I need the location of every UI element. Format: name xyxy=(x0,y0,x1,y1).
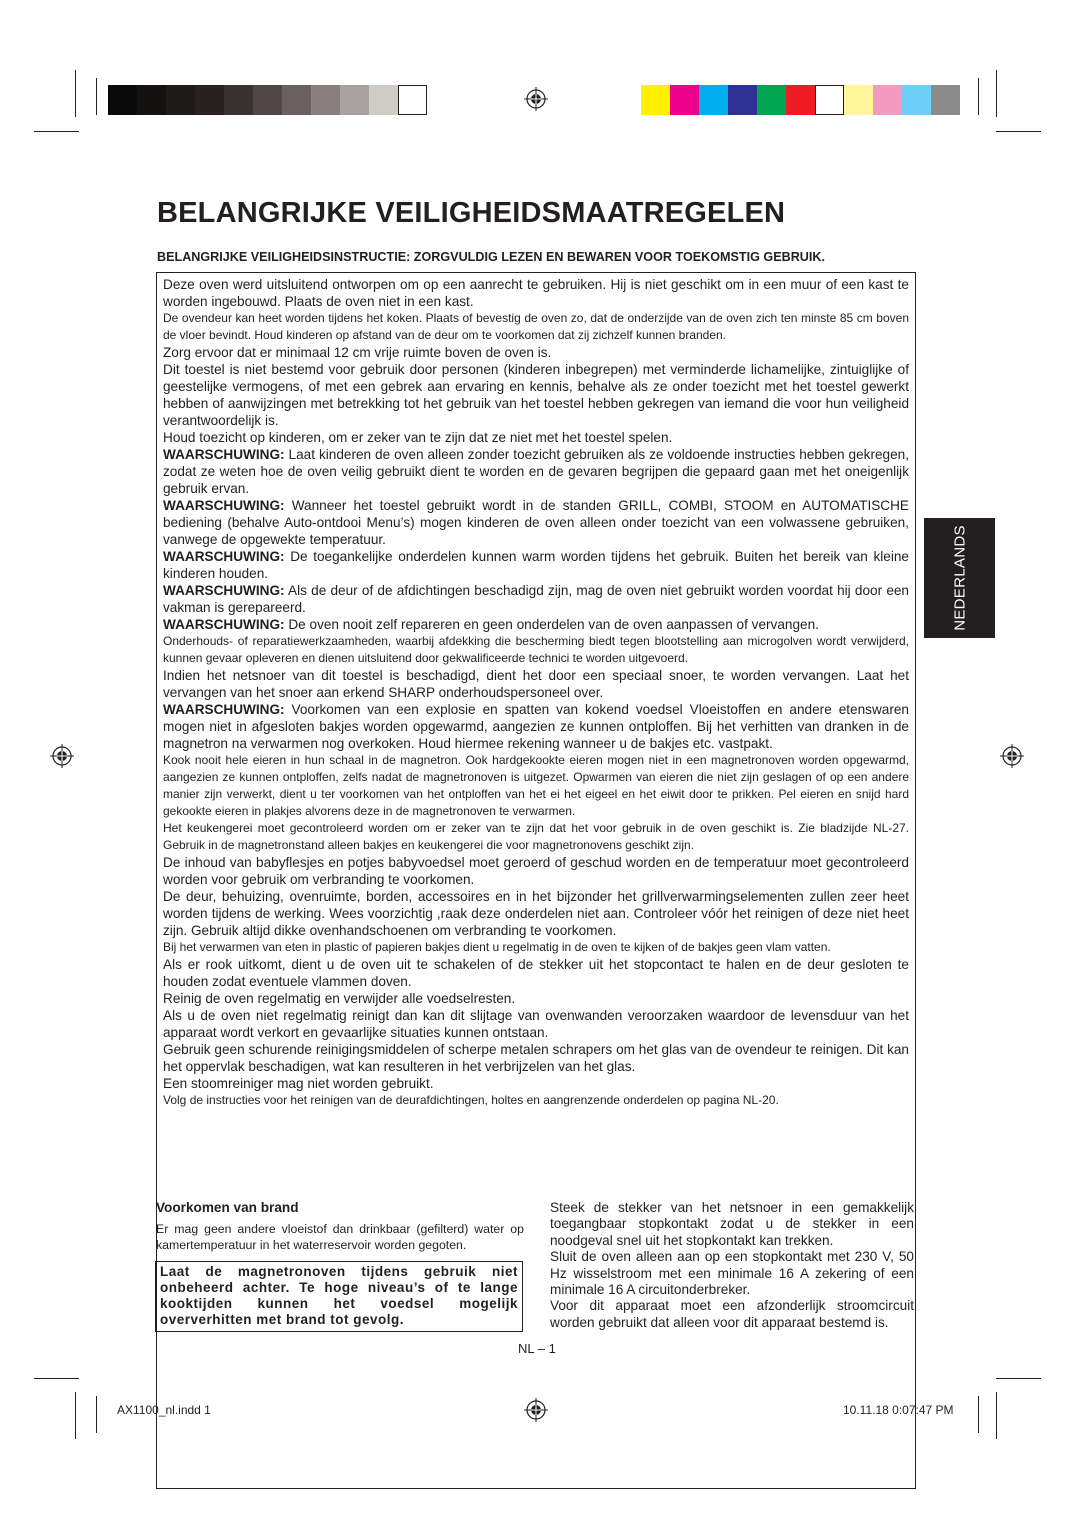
registration-mark-icon xyxy=(524,87,548,111)
instruction-text: Voorkomen van een explosie en spatten van kokend voedsel Vloeistoffen en andere etenswaren mogen niet in afgesloten bakjes worden opgewarmd, aangezien ze kunnen ontploffen. Bij het verhitten van dranken in de magnetron na verwarmen nog overkoken. Houd hiermee rekening wanneer u de bakjes etc. vastpakt. xyxy=(163,702,909,751)
color-swatch xyxy=(902,85,931,115)
instruction-text: Reinig de oven regelmatig en verwijder alle voedselresten. xyxy=(163,991,516,1006)
instruction-paragraph xyxy=(163,429,909,446)
crop-mark xyxy=(996,1392,997,1439)
warning-paragraph xyxy=(163,701,909,752)
instruction-text: De toegankelijke onderdelen kunnen warm worden tijdens het gebruik. Buiten het bereik van kleine kinderen houden. xyxy=(163,549,909,581)
color-swatch xyxy=(786,85,815,115)
instruction-paragraph xyxy=(163,1041,909,1075)
registration-mark-icon xyxy=(50,744,74,768)
instruction-paragraph xyxy=(163,1092,909,1109)
instruction-paragraph xyxy=(163,344,909,361)
crop-mark xyxy=(978,78,979,115)
color-swatch xyxy=(641,85,670,115)
warning-paragraph xyxy=(163,446,909,497)
instruction-paragraph xyxy=(163,820,909,854)
instruction-text: Onderhouds- of reparatiewerkzaamheden, waarbij afdekking die bescherming biedt tegen blootstelling aan microgolven wordt verwijderd, kunnen gevaar opleveren en dienen uitsluitend door gekwalificeerde technici te worden uitgevoerd. xyxy=(163,634,909,665)
color-swatch xyxy=(253,85,282,115)
instruction-text: Deze oven werd uitsluitend ontworpen om op een aanrecht te gebruiken. Hij is niet geschikt om in een muur of een kast te worden ingebouwd. Plaats de oven niet in een kast. xyxy=(163,277,909,309)
instruction-text: Houd toezicht op kinderen, om er zeker van te zijn dat ze niet met het toestel spelen. xyxy=(163,430,673,445)
warning-label: WAARSCHUWING: xyxy=(163,498,285,513)
instruction-text: Volg de instructies voor het reinigen van de deurafdichtingen, holtes en aangrenzende onderdelen op pagina NL-20. xyxy=(163,1093,779,1107)
color-swatch xyxy=(844,85,873,115)
instruction-text: Kook nooit hele eieren in hun schaal in de magnetron. Ook hardgekookte eieren mogen niet in een magnetronoven worden opgewarmd, aangezien ze kunnen ontploffen, zelfs nadat de magnetronoven is uitgezet. Opwarmen van eieren die niet zijn geslagen of op een andere manier zijn verwerkt, dient u ter voorkomen van het ontploffen van het ei het eigeel en het eiwit door te prikken. Pel eieren en snijd hard gekookte eieren in plakjes alvorens deze in de magnetronoven te verwarmen. xyxy=(163,753,909,818)
warning-paragraph xyxy=(163,548,909,582)
color-swatch xyxy=(311,85,340,115)
warning-label: WAARSCHUWING: xyxy=(163,549,285,564)
color-swatch xyxy=(195,85,224,115)
crop-mark xyxy=(978,1396,979,1433)
instruction-text: Dit toestel is niet bestemd voor gebruik door personen (kinderen inbegrepen) met verminderde lichamelijke, zintuiglijke of geestelijke vermogens, of met een gebrek aan ervaring en kennis, behalve als ze onder toezicht met het toestel gewerkt hebben of aanwijzingen met betrekking tot het gebruik van het toestel hebben gekregen van iemand die voor hun veiligheid verantwoordelijk is. xyxy=(163,362,909,428)
crop-mark xyxy=(996,70,997,117)
instruction-paragraph xyxy=(163,276,909,310)
color-swatch xyxy=(815,85,844,115)
color-swatch xyxy=(670,85,699,115)
instruction-text: Bij het verwarmen van eten in plastic of papieren bakjes dient u regelmatig in de oven te kijken of de bakjes geen vlam vatten. xyxy=(163,940,831,954)
instruction-paragraph xyxy=(163,956,909,990)
instruction-text: Gebruik geen schurende reinigingsmiddelen of scherpe metalen schrapers om het glas van de ovendeur te reinigen. Dit kan het oppervlak beschadigen, wat kan resulteren in het verbrijzelen van het glas. xyxy=(163,1042,909,1074)
instruction-paragraph xyxy=(163,633,909,667)
page-title: BELANGRIJKE VEILIGHEIDSMAATREGELEN xyxy=(157,197,786,229)
fire-prevention-text: Er mag geen andere vloeistof dan drinkbaar (gefilterd) water op kamertemperatuur in het waterreservoir worden gegoten. xyxy=(156,1222,524,1252)
fire-prevention-title: Voorkomen van brand xyxy=(156,1200,299,1215)
instruction-paragraph xyxy=(163,1075,909,1092)
crop-mark xyxy=(996,131,1041,132)
power-note: Sluit de oven alleen aan op een stopkontakt met 230 V, 50 Hz wisselstroom met een minimale 16 A zekering of een minimale 16 A circuitonderbreker. xyxy=(550,1249,914,1298)
instruction-paragraph xyxy=(163,990,909,1007)
instruction-paragraph xyxy=(163,939,909,956)
crop-mark xyxy=(996,1378,1041,1379)
instruction-text: Het keukengerei moet gecontroleerd worden om er zeker van te zijn dat het voor gebruik in de oven geschikt is. Zie bladzijde NL-27. Gebruik in de magnetronstand alleen bakjes en keukengerei die voor magnetronovens geschikt zijn. xyxy=(163,821,909,852)
color-swatch xyxy=(108,85,137,115)
crop-mark xyxy=(34,131,79,132)
instruction-paragraph xyxy=(163,667,909,701)
print-timestamp: 10.11.18 0:07:47 PM xyxy=(843,1403,954,1417)
registration-mark-icon xyxy=(1000,744,1024,768)
color-swatch xyxy=(224,85,253,115)
instruction-text: Als u de oven niet regelmatig reinigt dan kan dit slijtage van ovenwanden veroorzaken waardoor de levensduur van het apparaat wordt verkort en gevaarlijke situaties kunnen ontstaan. xyxy=(163,1008,909,1040)
warning-label: WAARSCHUWING: xyxy=(163,583,285,598)
instruction-text: De ovendeur kan heet worden tijdens het koken. Plaats of bevestig de oven zo, dat de onderzijde van de oven zich ten minste 85 cm boven de vloer bevindt. Houd kinderen op afstand van de deur om te voorkomen dat zij zichzelf kunnen branden. xyxy=(163,311,909,342)
instruction-text: De oven nooit zelf repareren en geen onderdelen van de oven aanpassen of vervangen. xyxy=(288,617,819,632)
instruction-text: Een stoomreiniger mag niet worden gebruikt. xyxy=(163,1076,434,1091)
instruction-paragraph xyxy=(163,888,909,939)
crop-mark xyxy=(75,70,76,117)
power-note: Voor dit apparaat moet een afzonderlijk stroomcircuit worden gebruikt dat alleen voor dit apparaat bestemd is. xyxy=(550,1298,914,1330)
instruction-text: Wanneer het toestel gebruikt wordt in de standen GRILL, COMBI, STOOM en AUTOMATISCHE bediening (behalve Auto-ontdooi Menu’s) mogen kinderen de oven alleen onder toezicht van een volwassene gebruiken, vanwege de opgewekte temperatuur. xyxy=(163,498,909,547)
page-number: NL – 1 xyxy=(518,1341,556,1356)
crop-mark xyxy=(96,78,97,115)
color-swatch xyxy=(282,85,311,115)
warning-paragraph xyxy=(163,582,909,616)
color-swatch xyxy=(931,85,960,115)
color-swatch xyxy=(166,85,195,115)
language-tab xyxy=(924,518,995,638)
crop-mark xyxy=(75,1392,76,1439)
instruction-text: Als de deur of de afdichtingen beschadigd zijn, mag de oven niet gebruikt worden voordat hij door een vakman is gerepareerd. xyxy=(163,583,909,615)
fire-warning-box xyxy=(155,1261,523,1332)
color-swatch xyxy=(369,85,398,115)
fire-warning-text: Laat de magnetronoven tijdens gebruik niet onbeheerd achter. Te hoge niveau’s of te lange kooktijden kunnen het voedsel mogelijk oververhitten met brand tot gevolg. xyxy=(160,1264,518,1327)
instruction-text: Indien het netsnoer van dit toestel is beschadigd, dient het door een speciaal snoer, te worden vervangen. Laat het vervangen van het snoer aan erkend SHARP onderhoudspersoneel over. xyxy=(163,668,909,700)
instruction-text: De inhoud van babyflesjes en potjes babyvoedsel moet geroerd of geschud worden en de temperatuur moet gecontroleerd worden voor gebruik om verbranding te voorkomen. xyxy=(163,855,909,887)
color-swatch xyxy=(699,85,728,115)
color-swatch xyxy=(757,85,786,115)
instruction-paragraph xyxy=(163,361,909,429)
power-connection-notes xyxy=(550,1200,914,1331)
warning-paragraph xyxy=(163,497,909,548)
instruction-text: Zorg ervoor dat er minimaal 12 cm vrije ruimte boven de oven is. xyxy=(163,345,552,360)
warning-label: WAARSCHUWING: xyxy=(163,447,285,462)
instruction-paragraph xyxy=(163,310,909,344)
warning-label: WAARSCHUWING: xyxy=(163,702,285,717)
instruction-text: De deur, behuizing, ovenruimte, borden, accessoires en in het bijzonder het grillverwarmingselementen zullen zeer heet worden tijdens de werking. Wees voorzichtig ,raak deze onderdelen niet aan. Controleer vóór het reinigen of deze niet heet zijn. Gebruik altijd dikke ovenhandschoenen om verbranding te voorkomen. xyxy=(163,889,909,938)
color-swatch xyxy=(728,85,757,115)
instruction-text: Als er rook uitkomt, dient u de oven uit te schakelen of de stekker uit het stopcontact te halen en de deur gesloten te houden zodat eventuele vlammen doven. xyxy=(163,957,909,989)
color-swatch xyxy=(340,85,369,115)
page-subtitle: BELANGRIJKE VEILIGHEIDSINSTRUCTIE: ZORGVULDIG LEZEN EN BEWAREN VOOR TOEKOMSTIG GEBRUIK. xyxy=(157,250,825,264)
crop-mark xyxy=(96,1396,97,1433)
color-swatch xyxy=(137,85,166,115)
language-tab-label: NEDERLANDS xyxy=(951,525,968,631)
print-file-name: AX1100_nl.indd 1 xyxy=(117,1403,211,1417)
instruction-text: Laat kinderen de oven alleen zonder toezicht gebruiken als ze voldoende instructies hebben gekregen, zodat ze weten hoe de oven veilig gebruikt dient te worden en de gevaren begrijpen die gepaard gaan met het oneigenlijk gebruik ervan. xyxy=(163,447,909,496)
power-note: Steek de stekker van het netsnoer in een gemakkelijk toegangbaar stopkontakt zodat u de stekker in een noodgeval snel uit het stopkontakt kan trekken. xyxy=(550,1200,914,1248)
color-swatch xyxy=(398,85,427,115)
instruction-paragraph xyxy=(163,1007,909,1041)
instruction-paragraph xyxy=(163,854,909,888)
instruction-paragraph xyxy=(163,752,909,820)
warning-paragraph xyxy=(163,616,909,633)
warning-label: WAARSCHUWING: xyxy=(163,617,285,632)
crop-mark xyxy=(34,1378,79,1379)
color-swatch xyxy=(873,85,902,115)
